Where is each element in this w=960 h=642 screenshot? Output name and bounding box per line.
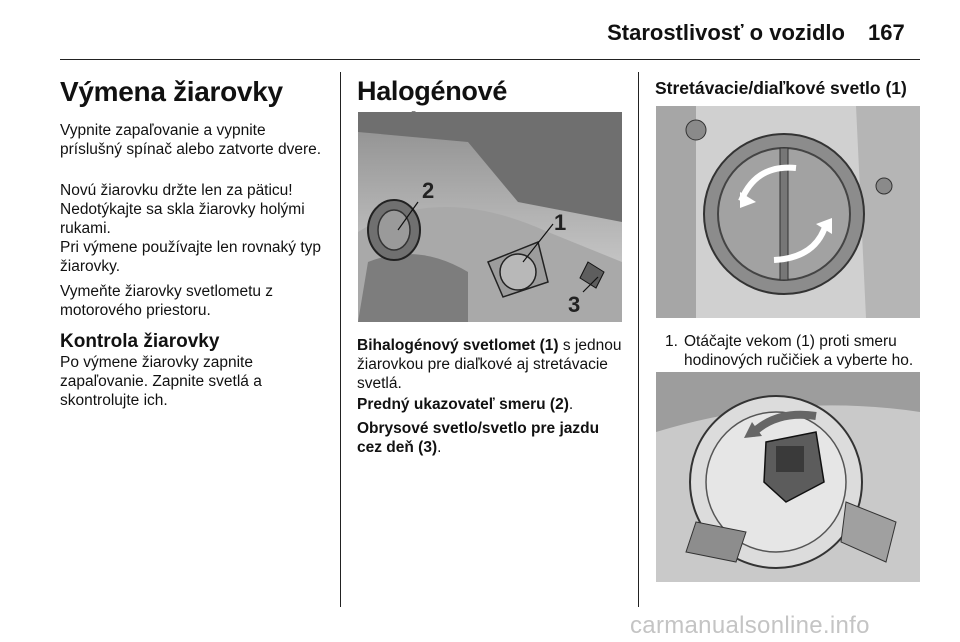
- column-divider-2: [638, 72, 639, 607]
- cover-illustration: [656, 106, 920, 318]
- item-turn-indicator-text: .: [568, 396, 574, 413]
- callout-1: 1: [554, 210, 567, 235]
- paragraph-ignition-off: Vypnite zapaľovanie a vypnite príslušný spínač alebo zatvorte dvere.: [60, 122, 322, 158]
- paragraph-hold-base: Novú žiarovku držte len za päticu! Nedotýkajte sa skla žiarovky holými rukami.: [60, 182, 305, 237]
- paragraph-engine-bay: Vymeňte žiarovky svetlometu z motorového priestoru.: [60, 283, 274, 319]
- section-title-halogen-headlights: Halogénové: [357, 76, 508, 106]
- item-bihalogen-label: Bihalogénový svetlomet (1): [357, 337, 559, 354]
- bulb-illustration: [656, 372, 920, 582]
- item-turn-indicator: [357, 395, 627, 414]
- item-bihalogen-headlight: [357, 336, 627, 393]
- callout-3: 3: [568, 292, 581, 317]
- section-title-bulb-replacement: Výmena žiarovky: [60, 76, 283, 107]
- step-number: 1.: [665, 333, 678, 350]
- paragraph-same-type: Pri výmene používajte len rovnaký typ žiarovky.: [60, 239, 322, 275]
- figure-halogen-headlight: [358, 112, 622, 322]
- figure-bulb-removal: [656, 372, 920, 582]
- item-bihalogen-text: s jednou žiarovkou pre diaľkové aj stretávacie svetlá.: [357, 337, 622, 392]
- item-parking-drl-label: Obrysové svetlo/svetlo pre jazdu cez deň (3): [357, 420, 600, 456]
- item-parking-drl-text: .: [437, 439, 442, 456]
- item-turn-indicator-label: Predný ukazovateľ smeru (2): [357, 396, 569, 413]
- callout-2: 2: [422, 178, 435, 203]
- figure-headlight-cover: [656, 106, 920, 318]
- watermark: carmanualsonline.info: [630, 612, 870, 639]
- headlight-illustration: [358, 112, 622, 322]
- item-parking-drl: [357, 419, 627, 457]
- subsection-title-bulb-check: Kontrola žiarovky: [60, 331, 220, 352]
- header-rule: [60, 59, 920, 60]
- section-title-low-high-beam: Stretávacie/diaľkové svetlo (1): [655, 78, 907, 98]
- running-header-title: Starostlivosť o vozidlo: [607, 20, 845, 45]
- step-text: Otáčajte vekom (1) proti smeru hodinových ručičiek a vyberte ho.: [684, 333, 914, 369]
- page-number: 167: [868, 20, 905, 45]
- paragraph-check-lights: Po výmene žiarovky zapnite zapaľovanie. Zapnite svetlá a skontrolujte ich.: [60, 354, 262, 409]
- column-divider-1: [340, 72, 341, 607]
